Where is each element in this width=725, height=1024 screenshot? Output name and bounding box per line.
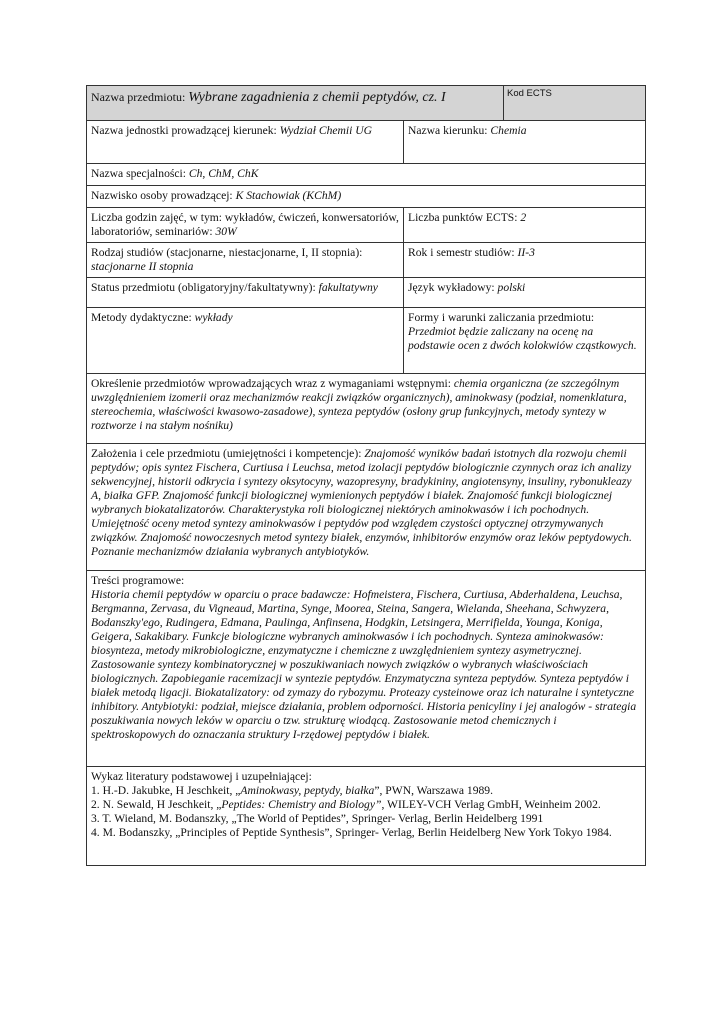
ects-code-cell xyxy=(504,86,646,121)
literature-label: Wykaz literatury podstawowej i uzupełniającej: xyxy=(91,770,312,783)
course-syllabus-sheet xyxy=(86,85,645,866)
assessment-label: Formy i warunki zaliczania przedmiotu: xyxy=(408,311,595,324)
literature-item: 3. T. Wieland, M. Bodanszky, „The World of Peptides”, Springer- Verlag, Berlin Heidelberg 1991 xyxy=(91,812,544,825)
subject-label: Nazwa przedmiotu: xyxy=(91,90,189,104)
literature-item: 1. H.-D. Jakubke, H Jeschkeit, „Aminokwasy, peptydy, białka”, PWN, Warszawa 1989. xyxy=(91,784,493,797)
lecturer-row xyxy=(87,186,646,208)
language-value: polski xyxy=(497,281,526,294)
field-label: Nazwa kierunku: xyxy=(408,124,491,137)
hours-value: 30W xyxy=(215,225,237,238)
status-cell xyxy=(87,278,404,308)
field-value: Chemia xyxy=(490,124,527,137)
unit-cell xyxy=(87,121,404,164)
methods-label: Metody dydaktyczne: xyxy=(91,311,195,324)
study-type-label: Rodzaj studiów (stacjonarne, niestacjonarne, I, II stopnia): xyxy=(91,246,363,259)
year-semester-value: II-3 xyxy=(517,246,535,259)
literature-cell xyxy=(87,767,646,866)
assessment-value: Przedmiot będzie zaliczany na ocenę na podstawie ocen z dwóch kolokwiów cząstkowych. xyxy=(408,325,637,352)
content-label: Treści programowe: xyxy=(91,574,185,587)
status-row xyxy=(87,278,646,308)
subject-value: Wybrane zagadnienia z chemii peptydów, cz. I xyxy=(188,90,446,105)
unit-row xyxy=(87,121,646,164)
language-cell xyxy=(404,278,646,308)
ects-points-label: Liczba punktów ECTS: xyxy=(408,211,521,224)
field-cell xyxy=(404,121,646,164)
study-type-value: stacjonarne II stopnia xyxy=(91,260,194,273)
goals-row xyxy=(87,444,646,571)
literature-item: 2. N. Sewald, H Jeschkeit, „Peptides: Chemistry and Biology”, WILEY-VCH Verlag GmbH, Weinheim 2002. xyxy=(91,798,601,811)
hours-cell xyxy=(87,208,404,243)
ects-points-cell xyxy=(404,208,646,243)
unit-value: Wydział Chemii UG xyxy=(279,124,372,137)
methods-row xyxy=(87,308,646,374)
hours-label: Liczba godzin zajęć, w tym: wykładów, ćwiczeń, konwersatoriów, laboratoriów, seminariów: xyxy=(91,211,399,238)
literature-row xyxy=(87,767,646,866)
language-label: Język wykładowy: xyxy=(408,281,498,294)
year-semester-label: Rok i semestr studiów: xyxy=(408,246,518,259)
content-row xyxy=(87,571,646,767)
lecturer-value: K Stachowiak (KChM) xyxy=(235,189,342,202)
unit-label: Nazwa jednostki prowadzącej kierunek: xyxy=(91,124,280,137)
methods-value: wykłady xyxy=(194,311,233,324)
goals-label: Założenia i cele przedmiotu (umiejętności i kompetencje): xyxy=(91,447,365,460)
hours-row xyxy=(87,208,646,243)
study-type-row xyxy=(87,243,646,278)
lecturer-cell xyxy=(87,186,646,208)
subject-cell xyxy=(87,86,504,121)
syllabus-table xyxy=(86,85,646,866)
prerequisites-row xyxy=(87,374,646,444)
prerequisites-label: Określenie przedmiotów wprowadzających wraz z wymaganiami wstępnymi: xyxy=(91,377,454,390)
prerequisites-cell xyxy=(87,374,646,444)
literature-item-title: Aminokwasy, peptydy, białka xyxy=(240,784,375,797)
prerequisites-value: chemia organiczna (ze szczególnym uwzględnieniem izomerii oraz mechanizmów reakcji związków organicznych), aminokwasy (podział, nomenklatura, stereochemia, właściwości kwasowo-zasadowe), synteza peptydów (osłony grup funkcyjnych, metody syntezy w roztworze i na stałym nośniku) xyxy=(91,377,627,432)
status-value: fakultatywny xyxy=(318,281,378,294)
ects-points-value: 2 xyxy=(520,211,527,224)
study-type-cell xyxy=(87,243,404,278)
ects-code-label: Kod ECTS xyxy=(507,88,552,99)
specialty-row xyxy=(87,164,646,186)
specialty-cell xyxy=(87,164,646,186)
content-value: Historia chemii peptydów w oparciu o prace badawcze: Hofmeistera, Fischera, Curtiusa, Abderhaldena, Leuchsa, Bergmanna, Zervasa, du Vigneaud, Martina, Synge, Moorea, Steina, Sangera, Wielanda, Sheehana, Schwyzera, Bodanszky'ego, Rudingera, Edmana, Paulinga, Anfinsena, Hodgkin, Letsingera, Merrifielda, Younga, Koniga, Geigera, Sakakibary. Funkcje biologiczne wybranych aminokwasów i ich pochodnych. Synteza aminokwasów: biosynteza, metody mikrobiologiczne, enzymatyczne i chemiczne z uwzględnieniem syntezy asymetrycznej. Zastosowanie syntezy kombinatorycznej w poszukiwaniach nowych związków o wybranych właściwościach biologicznych. Zapobieganie racemizacji w syntezie peptydów. Enzymatyczna synteza peptydów. Synteza peptydów i białek metodą ligacji. Biokatalizatory: od zymazy do rybozymu. Proteazy cysteinowe oraz ich naturalne i syntetyczne inhibitory. Antybiotyki: podział, miejsce działania, problem odporności. Historia penicyliny i jej analogów - strategia poszukiwania nowych leków w oparciu o tzw. strukturę wiodącą. Zastosowanie metod chemicznych i spektroskopowych do oznaczania struktury I-rzędowej peptydów i białek. xyxy=(91,588,637,741)
year-semester-cell xyxy=(404,243,646,278)
literature-item: 4. M. Bodanszky, „Principles of Peptide Synthesis”, Springer- Verlag, Berlin Heidelberg New York Tokyo 1984. xyxy=(91,826,612,839)
literature-item-title: Peptides: Chemistry and Biology” xyxy=(221,798,382,811)
content-cell xyxy=(87,571,646,767)
goals-value: Znajomość wyników badań istotnych dla rozwoju chemii peptydów; opis syntez Fischera, Curtiusa i Leuchsa, metod izolacji peptydów biologicznie czynnych oraz ich analizy sekwencyjnej, historii odkrycia i syntezy oksytocyny, wazopresyny, bradykininy, angiotensyny, insuliny, rybonukleazy A, białka GFP. Znajomość funkcji biologicznej wymienionych peptydów i białek. Znajomość funkcji biologicznej wybranych biokatalizatorów. Charakterystyka roli biologicznej niektórych aminokwasów i ich pochodnych. Umiejętność oceny metod syntezy aminokwasów i peptydów pod względem czystości optycznej otrzymywanych związków. Znajomość nowoczesnych metod syntezy białek, enzymów, inhibitorów enzymów oraz leków peptydowych. Poznanie mechanizmów działania wybranych antybiotyków. xyxy=(91,447,632,558)
specialty-value: Ch, ChM, ChK xyxy=(188,167,259,180)
goals-cell xyxy=(87,444,646,571)
status-label: Status przedmiotu (obligatoryjny/fakultatywny): xyxy=(91,281,319,294)
specialty-label: Nazwa specjalności: xyxy=(91,167,189,180)
assessment-cell xyxy=(404,308,646,374)
methods-cell xyxy=(87,308,404,374)
lecturer-label: Nazwisko osoby prowadzącej: xyxy=(91,189,236,202)
subject-row xyxy=(87,86,646,121)
